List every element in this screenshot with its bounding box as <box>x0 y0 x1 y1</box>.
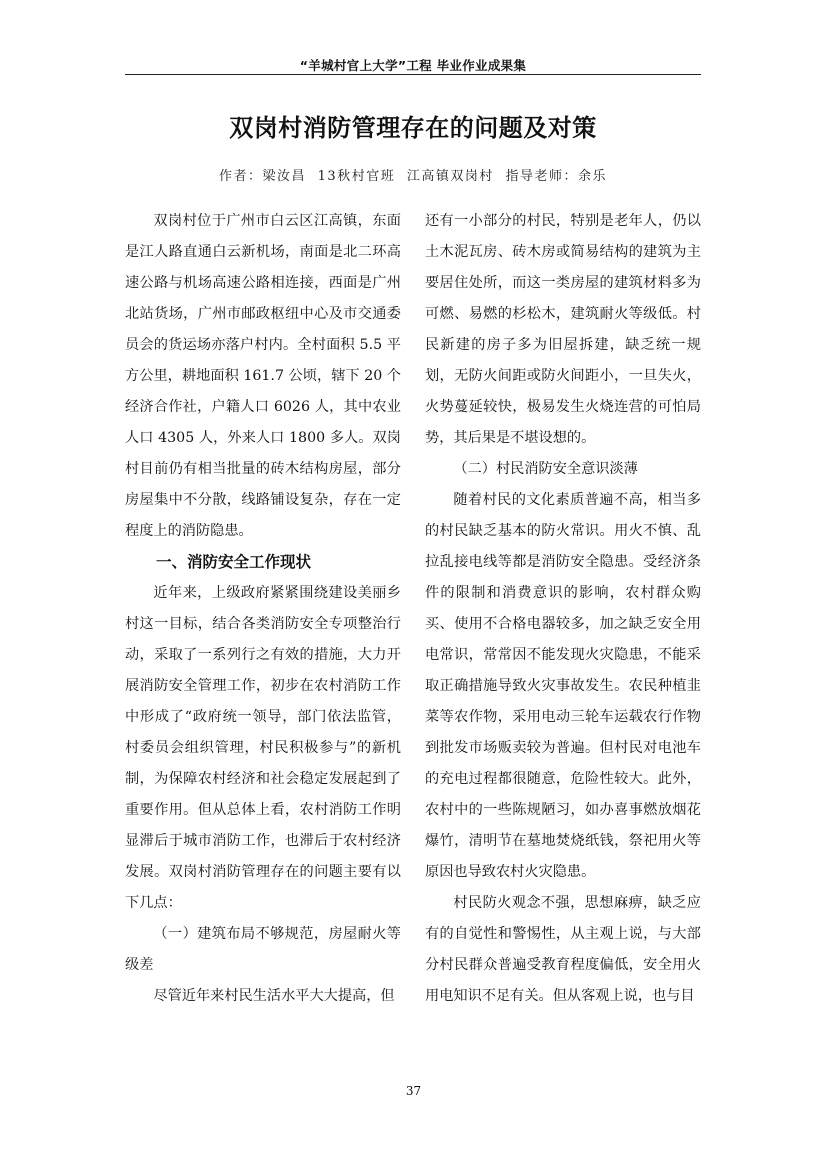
page-number: 37 <box>405 1084 422 1098</box>
paragraph: 双岗村位于广州市白云区江高镇，东面是江人路直通白云新机场，南面是北二环高速公路与机场高速公路相连接，西面是广州北站货场，广州市邮政枢纽中心及市交通委员会的货运场亦落户村内。全村面积 5.5 平方公里，耕地面积 161.7 公顷，辖下 20 个经济合作社，户籍人口 6026 人，其中农业人口 4305 人，外来人口 1800 多人。双岗村目前仍有相当批量的砖木结构房屋，部分房屋集中不分散，线路铺设复杂，存在一定程度上的消防隐患。 <box>125 213 401 539</box>
paragraph: 近年来，上级政府紧紧围绕建设美丽乡村这一目标，结合各类消防安全专项整治行动，采取了一系列行之有效的措施，大力开展消防安全管理工作，初步在农村消防工作中形成了“政府统一领导，部门依法监管，村委员会组织管理，村民积极参与”的新机制，为保障农村经济和社会稳定发展起到了重要作用。但从总体上看，农村消防工作明显滞后于城市消防工作，也滞后于农村经济发展。双岗村消防管理存在的问题主要有以下几点： <box>125 585 401 911</box>
left-column <box>125 206 401 1012</box>
paragraph: 村民防火观念不强，思想麻痹，缺乏应有的自觉性和警惕性，从主观上说，与大部分村民群众普遍受教育程度偏低，安全用火用电知识不足有关。但从客观上说，也与目 <box>425 895 701 1004</box>
subsection-heading: （一）建筑布局不够规范，房屋耐火等级差 <box>125 926 401 973</box>
header-rule <box>125 74 701 75</box>
running-header: “羊城村官上大学”工程 毕业作业成果集 <box>299 58 527 73</box>
article-byline: 作者：梁汝昌 13秋村官班 江高镇双岗村 指导老师：余乐 <box>219 169 607 184</box>
section-heading: 一、消防安全工作现状 <box>156 553 312 571</box>
subsection-heading: （二）村民消防安全意识淡薄 <box>453 461 638 477</box>
paragraph-continuation: 还有一小部分的村民，特别是老年人，仍以土木泥瓦房、砖木房或简易结构的建筑为主要居住处所，而这一类房屋的建筑材料多为可燃、易燃的杉松木，建筑耐火等级低。村民新建的房子多为旧屋拆建，缺乏统一规划，无防火间距或防火间距小，一旦失火，火势蔓延较快，极易发生火烧连营的可怕局势，其后果是不堪设想的。 <box>425 213 701 446</box>
paragraph: 随着村民的文化素质普遍不高，相当多的村民缺乏基本的防火常识。用火不慎、乱拉乱接电线等都是消防安全隐患。受经济条件的限制和消费意识的影响，农村群众购买、使用不合格电器较多，加之缺乏安全用电常识，常常因不能发现火灾隐患，不能采取正确措施导致火灾事故发生。农民种植韭菜等农作物，采用电动三轮车运载农行作物到批发市场贩卖较为普遍。但村民对电池车的充电过程都很随意，危险性较大。此外，农村中的一些陈规陋习，如办喜事燃放烟花爆竹，清明节在墓地焚烧纸钱，祭祀用火等原因也导致农村火灾隐患。 <box>425 492 701 880</box>
paragraph: 尽管近年来村民生活水平大大提高，但 <box>153 988 395 1004</box>
article-title: 双岗村消防管理存在的问题及对策 <box>229 114 597 142</box>
right-column <box>425 206 701 1012</box>
